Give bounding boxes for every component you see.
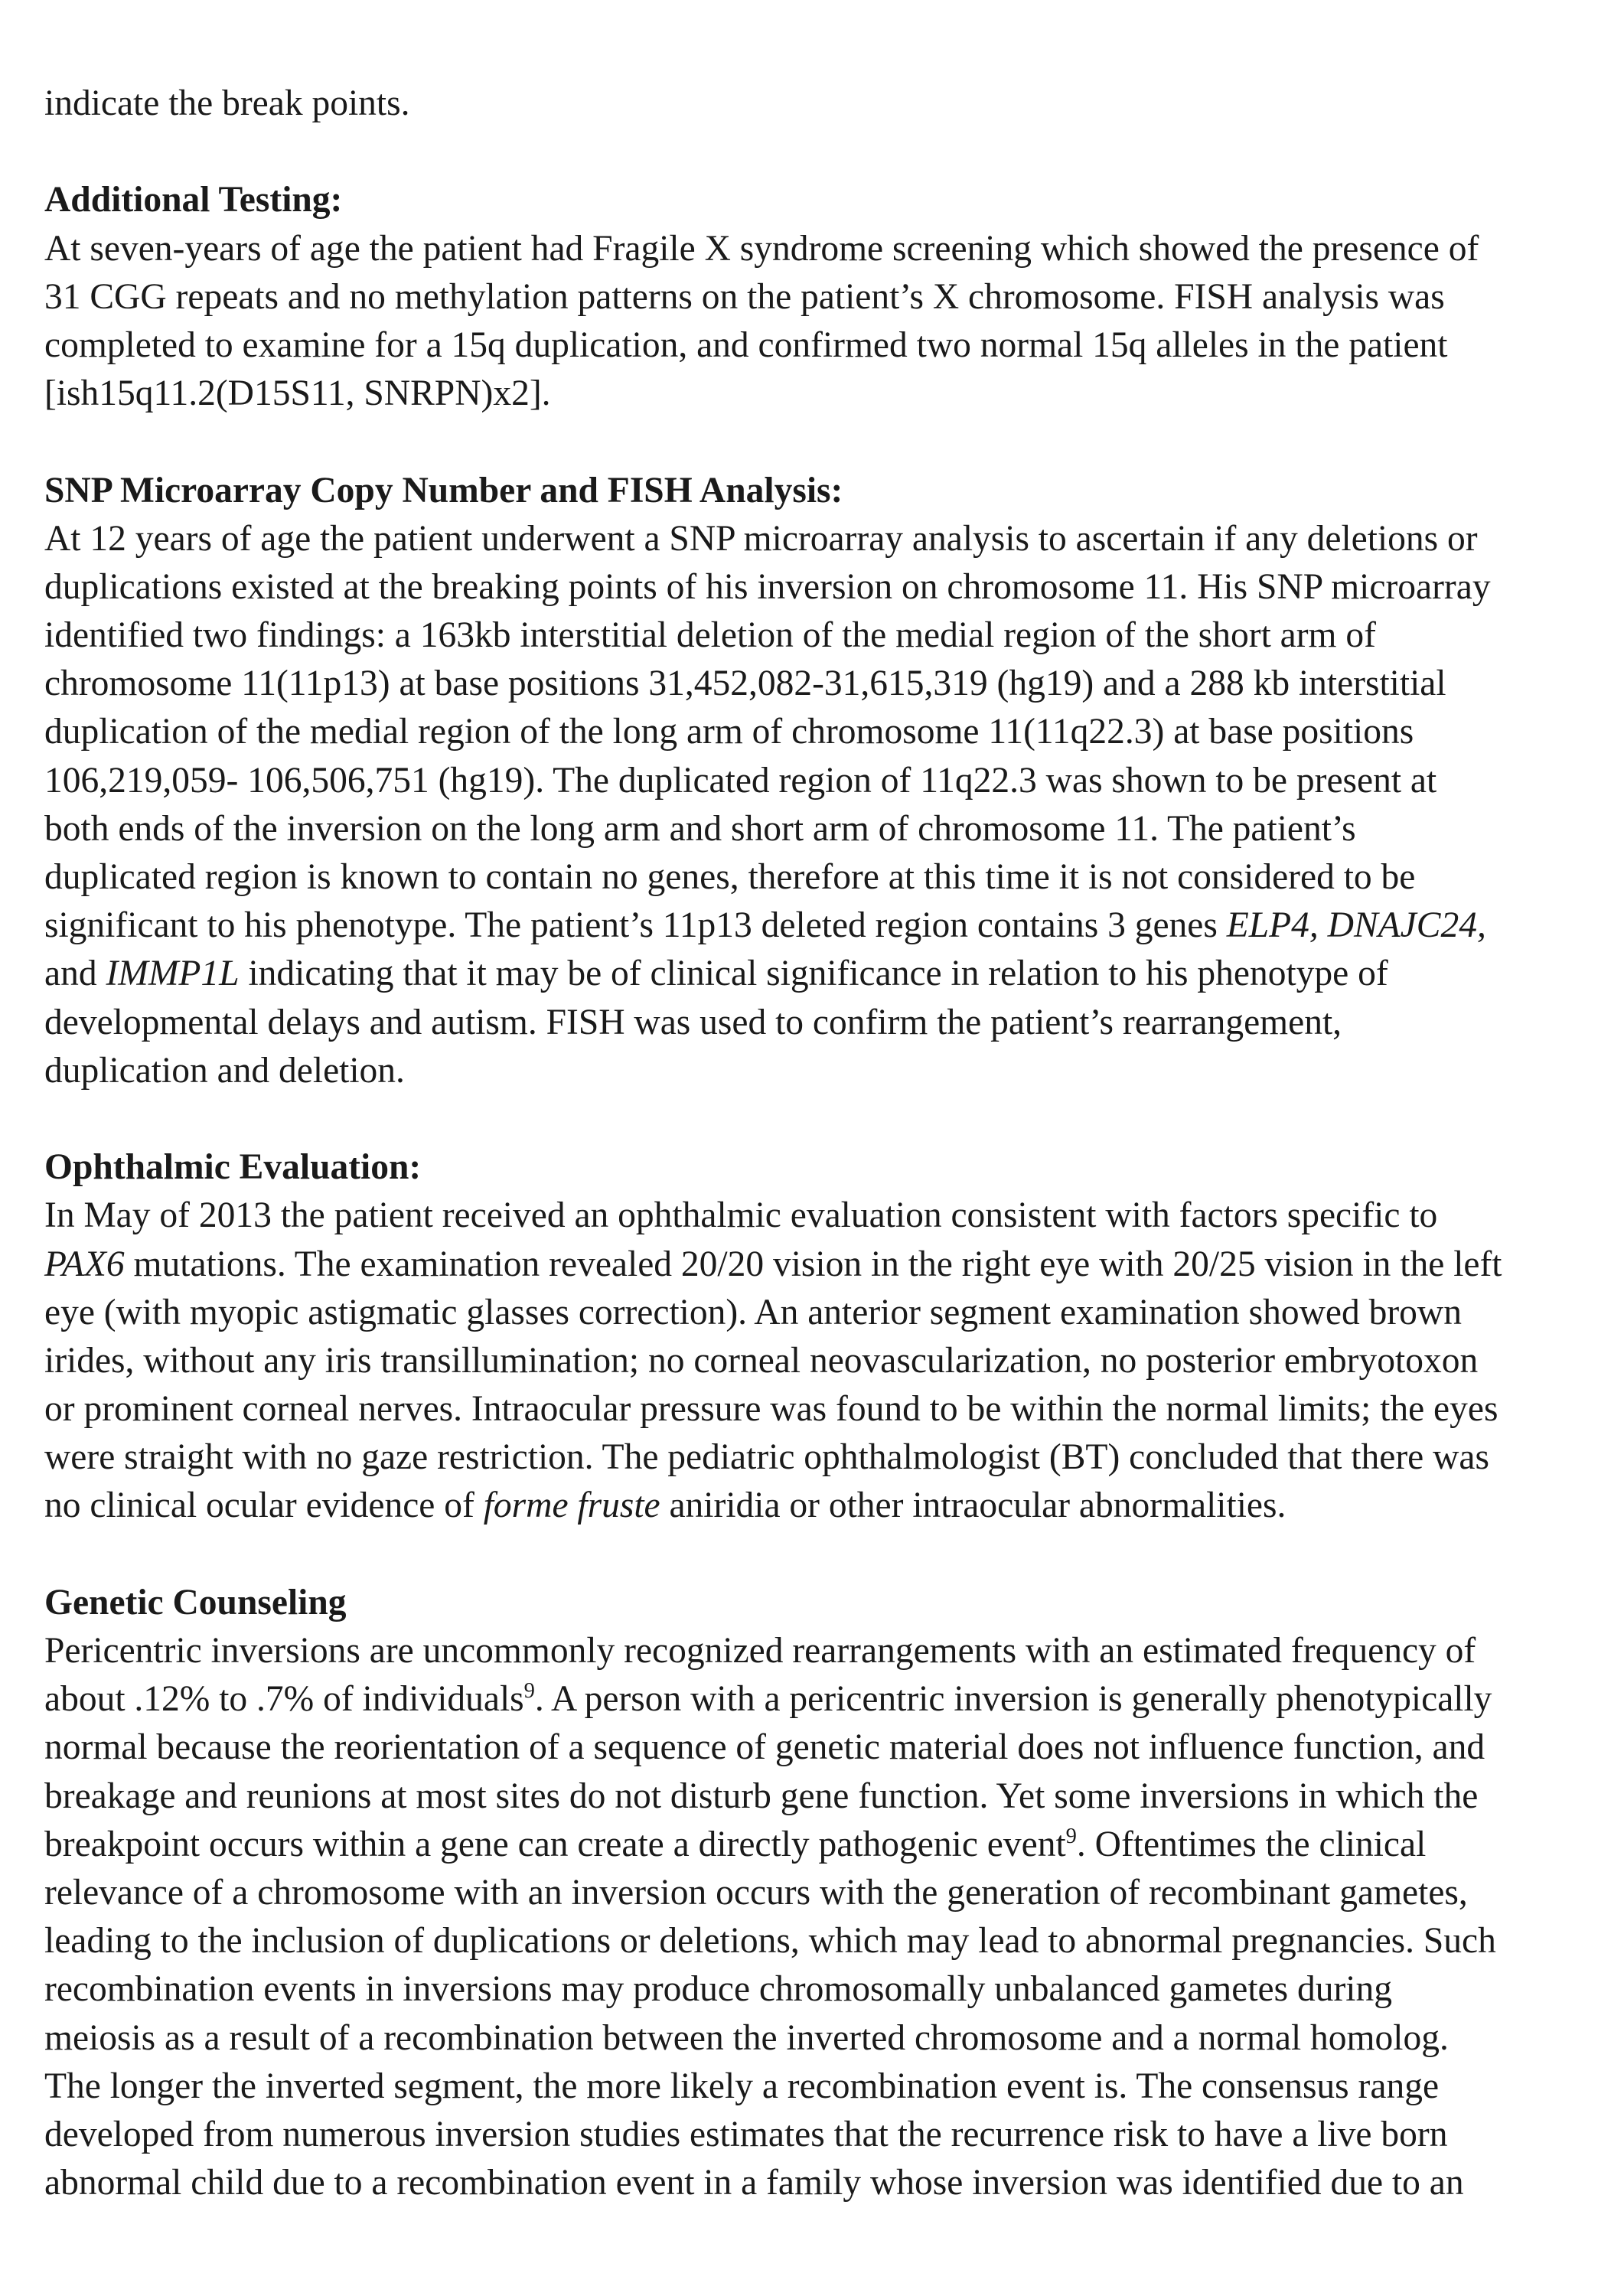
body-line: duplicated region is known to contain no genes, therefore at this time it is not considered to be <box>44 857 1416 897</box>
body-line: Pericentric inversions are uncommonly recognized rearrangements with an estimated frequency of <box>44 1631 1476 1671</box>
paragraph-gap <box>44 1095 1606 1143</box>
body-line: abnormal child due to a recombination event in a family whose inversion was identified due to an <box>44 2163 1464 2203</box>
body-line: normal because the reorientation of a sequence of genetic material does not influence function, and <box>44 1727 1485 1768</box>
citation-superscript: 9 <box>523 1679 535 1704</box>
body-text: mutations. The examination revealed 20/20 vision in the right eye with 20/25 vision in the left <box>124 1244 1502 1284</box>
body-line: identified two findings: a 163kb interstitial deletion of the medial region of the short arm of <box>44 615 1376 656</box>
body-line: irides, without any iris transillumination; no corneal neovascularization, no posterior embryotoxon <box>44 1340 1479 1381</box>
body-text: aniridia or other intraocular abnormalities. <box>660 1485 1286 1526</box>
body-line: developed from numerous inversion studies estimates that the recurrence risk to have a live born <box>44 2114 1448 2154</box>
paragraph-gap <box>44 418 1606 466</box>
body-line <box>44 1821 1606 1869</box>
gene-names: ELP4, DNAJC24, <box>1226 905 1486 946</box>
body-line: were straight with no gaze restriction. The pediatric ophthalmologist (BT) concluded that there was <box>44 1437 1489 1478</box>
body-line: At 12 years of age the patient underwent a SNP microarray analysis to ascertain if any deletions or <box>44 518 1478 559</box>
body-line: 106,219,059- 106,506,751 (hg19). The duplicated region of 11q22.3 was shown to be present at <box>44 760 1437 801</box>
body-line <box>44 902 1606 950</box>
body-line <box>44 1675 1606 1724</box>
body-line: [ish15q11.2(D15S11, SNRPN)x2]. <box>44 373 551 414</box>
gene-name: IMMP1L <box>106 954 240 994</box>
body-text: no clinical ocular evidence of <box>44 1485 484 1526</box>
body-line: The longer the inverted segment, the more likely a recombination event is. The consensus range <box>44 2066 1440 2106</box>
body-line: completed to examine for a 15q duplication, and confirmed two normal 15q alleles in the patient <box>44 324 1448 365</box>
body-text: indicating that it may be of clinical significance in relation to his phenotype of <box>239 954 1388 994</box>
body-line: duplication of the medial region of the long arm of chromosome 11(11q22.3) at base positions <box>44 712 1414 752</box>
body-line: duplications existed at the breaking points of his inversion on chromosome 11. His SNP microarray <box>44 566 1491 607</box>
body-line <box>44 1482 1606 1530</box>
body-line: duplication and deletion. <box>44 1050 405 1091</box>
body-line: breakage and reunions at most sites do not disturb gene function. Yet some inversions in which the <box>44 1776 1479 1816</box>
paragraph-gap <box>44 1531 1606 1579</box>
body-line: 31 CGG repeats and no methylation patterns on the patient’s X chromosome. FISH analysis was <box>44 276 1445 317</box>
body-line: In May of 2013 the patient received an ophthalmic evaluation consistent with factors specific to <box>44 1195 1438 1236</box>
body-line: leading to the inclusion of duplications or deletions, which may lead to abnormal pregnancies. Such <box>44 1921 1496 1962</box>
body-line <box>44 1241 1606 1289</box>
body-line: developmental delays and autism. FISH was used to confirm the patient’s rearrangement, <box>44 1002 1342 1042</box>
gene-name: PAX6 <box>44 1244 125 1284</box>
body-text: significant to his phenotype. The patient’s 11p13 deleted region contains 3 genes <box>44 905 1227 946</box>
body-line: meiosis as a result of a recombination between the inverted chromosome and a normal homolog. <box>44 2017 1449 2058</box>
body-line <box>44 950 1606 998</box>
section-heading-genetic-counseling: Genetic Counseling <box>44 1582 347 1622</box>
body-line: relevance of a chromosome with an inversion occurs with the generation of recombinant gametes, <box>44 1872 1468 1913</box>
body-text: about .12% to .7% of individuals <box>44 1679 524 1720</box>
body-line: recombination events in inversions may produce chromosomally unbalanced gametes during <box>44 1969 1392 2010</box>
intro-line: indicate the break points. <box>44 83 410 123</box>
italic-term: forme fruste <box>483 1485 660 1526</box>
body-line: or prominent corneal nerves. Intraocular pressure was found to be within the normal limits; the eyes <box>44 1389 1498 1430</box>
body-text: . Oftentimes the clinical <box>1076 1824 1427 1864</box>
body-text: breakpoint occurs within a gene can create a directly pathogenic event <box>44 1824 1066 1864</box>
document-page <box>44 80 1606 2207</box>
section-heading-ophthalmic-evaluation: Ophthalmic Evaluation: <box>44 1147 422 1188</box>
body-line: eye (with myopic astigmatic glasses correction). An anterior segment examination showed brown <box>44 1292 1462 1332</box>
body-line: chromosome 11(11p13) at base positions 31,452,082-31,615,319 (hg19) and a 288 kb interstitial <box>44 664 1446 704</box>
section-heading-additional-testing: Additional Testing: <box>44 180 343 220</box>
section-heading-snp-microarray: SNP Microarray Copy Number and FISH Analysis: <box>44 470 843 510</box>
citation-superscript: 9 <box>1065 1824 1077 1848</box>
body-line: both ends of the inversion on the long arm and short arm of chromosome 11. The patient’s <box>44 808 1356 849</box>
body-text: . A person with a pericentric inversion is generally phenotypically <box>534 1679 1492 1720</box>
body-line: At seven-years of age the patient had Fragile X syndrome screening which showed the presence of <box>44 228 1479 269</box>
body-text: and <box>44 954 106 994</box>
paragraph-gap <box>44 128 1606 176</box>
